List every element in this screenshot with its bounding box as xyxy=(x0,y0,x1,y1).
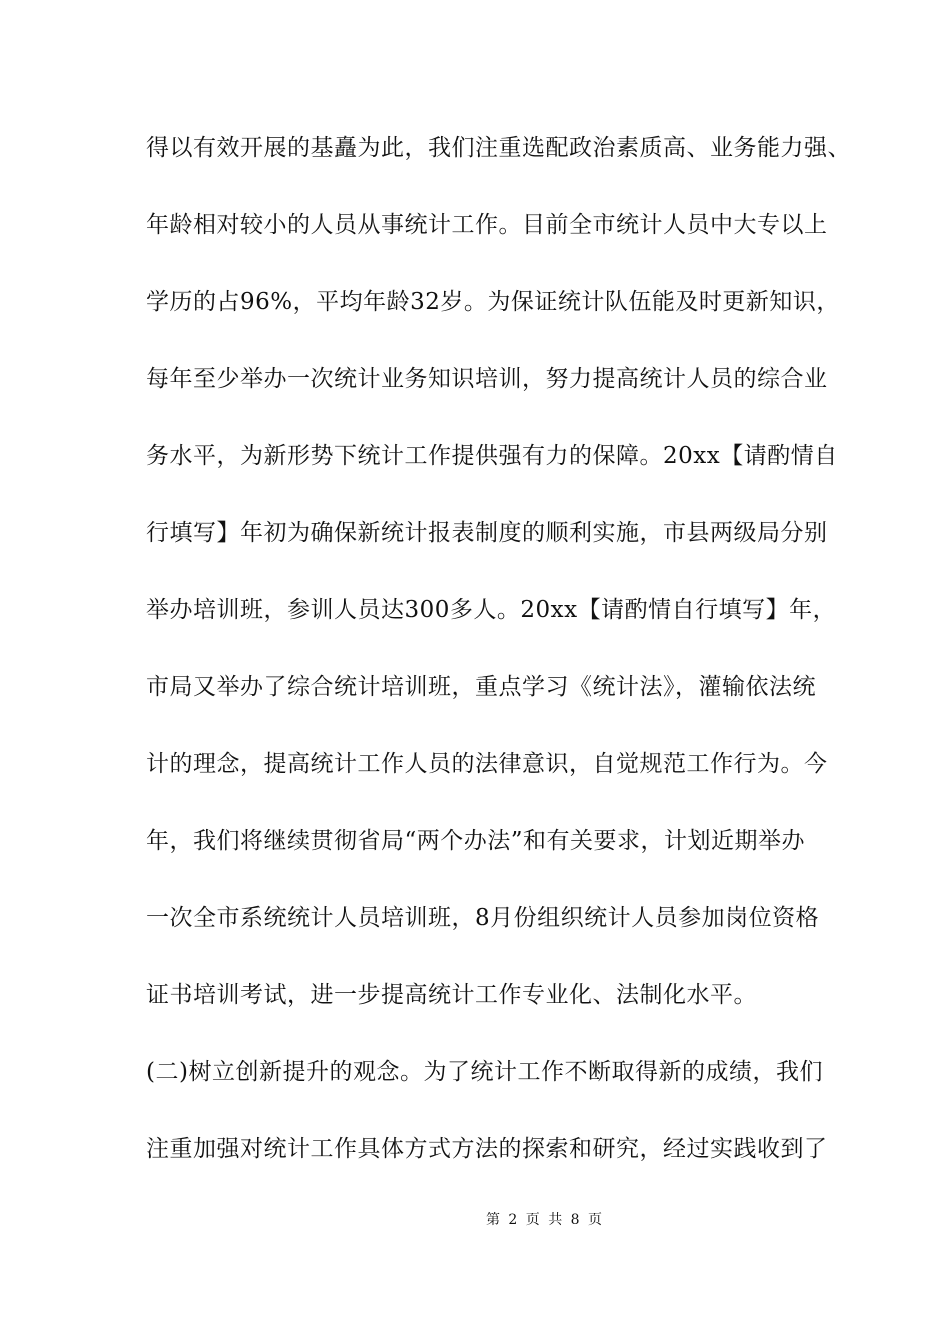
text-line-9: 计的理念，提高统计工作人员的法律意识，自觉规范工作行为。今 xyxy=(146,751,828,777)
text-line-3: 学历的占96%，平均年龄32岁。为保证统计队伍能及时更新知识， xyxy=(146,289,840,315)
text-line-13: (二)树立创新提升的观念。为了统计工作不断取得新的成绩，我们 xyxy=(146,1059,823,1085)
text-line-10: 年，我们将继续贯彻省局“两个办法”和有关要求，计划近期举办 xyxy=(146,828,806,854)
page-footer: 第 2 页 共 8 页 xyxy=(485,1212,605,1228)
text-line-1: 得以有效开展的基矗为此，我们注重选配政治素质高、业务能力强、 xyxy=(146,135,851,161)
text-line-7: 举办培训班，参训人员达300多人。20xx【请酌情自行填写】年， xyxy=(146,597,837,623)
text-line-2: 年龄相对较小的人员从事统计工作。目前全市统计人员中大专以上 xyxy=(146,212,828,238)
text-line-5: 务水平，为新形势下统计工作提供强有力的保障。20xx【请酌情自 xyxy=(146,443,838,469)
text-line-11: 一次全市系统统计人员培训班，8月份组织统计人员参加岗位资格 xyxy=(146,905,820,931)
text-line-14: 注重加强对统计工作具体方式方法的探索和研究，经过实践收到了 xyxy=(146,1136,828,1162)
text-line-12: 证书培训考试，进一步提高统计工作专业化、法制化水平。 xyxy=(146,982,757,1008)
body-text xyxy=(146,128,851,1206)
text-line-8: 市局又举办了综合统计培训班，重点学习《统计法》，灌输依法统 xyxy=(146,674,816,700)
text-line-4: 每年至少举办一次统计业务知识培训，努力提高统计人员的综合业 xyxy=(146,366,828,392)
text-line-6: 行填写】年初为确保新统计报表制度的顺利实施，市县两级局分别 xyxy=(146,520,828,546)
